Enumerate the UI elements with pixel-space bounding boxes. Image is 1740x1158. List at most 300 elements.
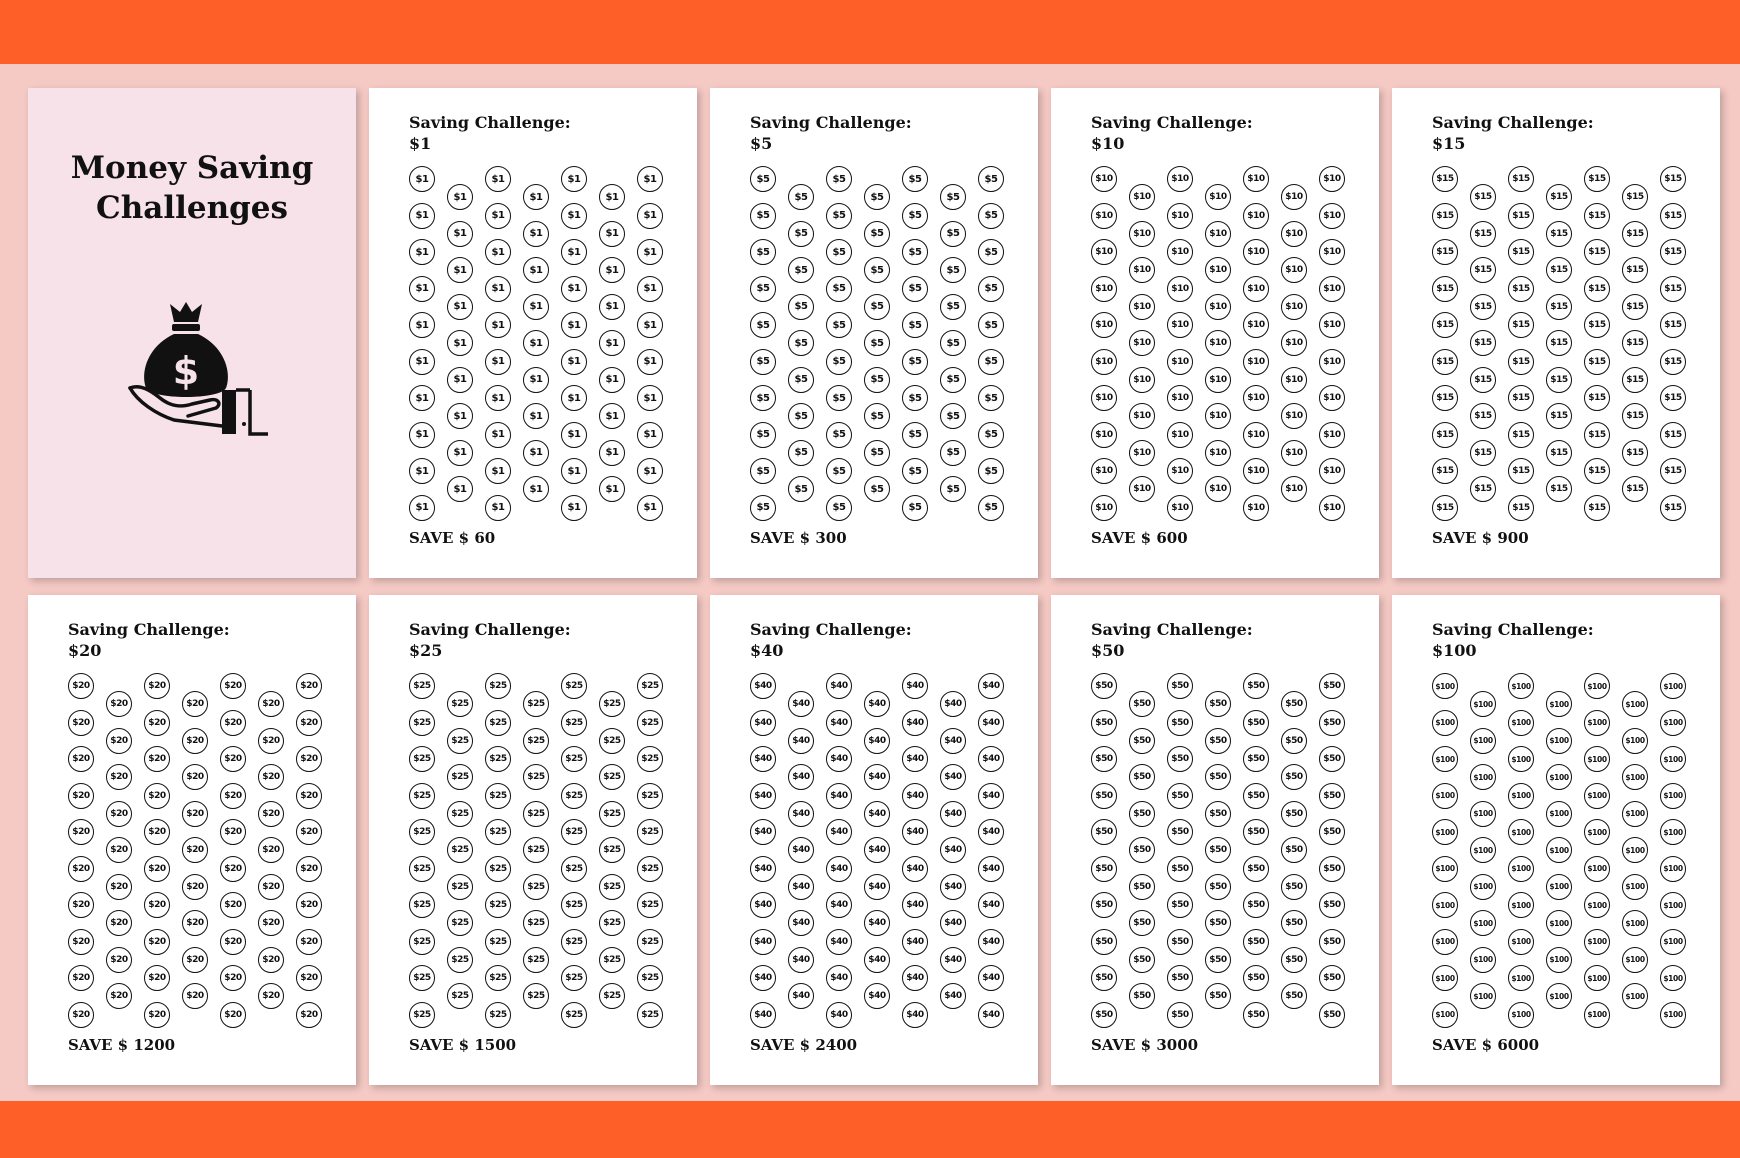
coin-circle: $20 xyxy=(296,673,322,699)
coin-circle: $25 xyxy=(599,801,625,827)
coin-circle: $25 xyxy=(447,947,473,973)
coin-circle: $20 xyxy=(258,874,284,900)
coin-circle: $50 xyxy=(1319,783,1345,809)
coin-circle: $50 xyxy=(1091,856,1117,882)
coin-circle: $40 xyxy=(826,710,852,736)
challenge-heading xyxy=(409,112,571,154)
coin-circle: $5 xyxy=(864,221,890,247)
coin-circle: $15 xyxy=(1546,221,1572,247)
coin-circle: $15 xyxy=(1546,440,1572,466)
coin-circle: $50 xyxy=(1091,929,1117,955)
coin-circle: $10 xyxy=(1205,440,1231,466)
coin-circle: $20 xyxy=(220,673,246,699)
coin-circle: $20 xyxy=(296,746,322,772)
coin-circle: $5 xyxy=(826,385,852,411)
coin-circle: $50 xyxy=(1167,965,1193,991)
coin-circle: $100 xyxy=(1622,691,1648,717)
coin-circle: $20 xyxy=(182,910,208,936)
challenge-amount: $20 xyxy=(68,641,102,660)
coin-circle: $100 xyxy=(1584,892,1610,918)
coin-circle: $40 xyxy=(826,965,852,991)
coin-circle: $5 xyxy=(750,349,776,375)
coin-circle: $15 xyxy=(1622,184,1648,210)
coin-circle: $40 xyxy=(940,728,966,754)
coin-circle: $40 xyxy=(788,728,814,754)
coin-circle: $5 xyxy=(978,385,1004,411)
coin-circle: $20 xyxy=(68,892,94,918)
challenge-card xyxy=(369,88,697,578)
coin-circle: $5 xyxy=(978,203,1004,229)
coin-circle: $100 xyxy=(1660,1002,1686,1028)
coin-circle: $100 xyxy=(1660,929,1686,955)
coin-circle: $20 xyxy=(106,874,132,900)
coin-circle: $5 xyxy=(826,203,852,229)
coin-circle: $50 xyxy=(1091,965,1117,991)
challenge-amount: $15 xyxy=(1432,134,1466,153)
coin-circle: $100 xyxy=(1470,691,1496,717)
coin-circle: $100 xyxy=(1508,746,1534,772)
coin-circle: $5 xyxy=(788,440,814,466)
coin-circle: $25 xyxy=(561,892,587,918)
coin-circle: $15 xyxy=(1660,422,1686,448)
coin-circle: $15 xyxy=(1432,239,1458,265)
coin-circle: $1 xyxy=(561,385,587,411)
coin-circle: $25 xyxy=(447,910,473,936)
coin-circle: $50 xyxy=(1167,892,1193,918)
coin-circle: $5 xyxy=(940,294,966,320)
coin-circle: $10 xyxy=(1129,330,1155,356)
coin-circle: $15 xyxy=(1508,203,1534,229)
coin-circle: $20 xyxy=(106,910,132,936)
coin-circle: $100 xyxy=(1470,983,1496,1009)
coin-circle: $1 xyxy=(523,440,549,466)
coin-circle: $25 xyxy=(523,983,549,1009)
coin-circle: $15 xyxy=(1584,203,1610,229)
coin-circle: $25 xyxy=(599,691,625,717)
coin-circle: $5 xyxy=(750,239,776,265)
coin-circle: $15 xyxy=(1660,312,1686,338)
coin-circle: $40 xyxy=(750,929,776,955)
coin-circle: $100 xyxy=(1584,929,1610,955)
coin-grid xyxy=(1091,166,1345,513)
coin-circle: $50 xyxy=(1243,710,1269,736)
coin-circle: $5 xyxy=(864,476,890,502)
coin-circle: $100 xyxy=(1546,837,1572,863)
challenge-heading xyxy=(750,112,912,154)
coin-circle: $10 xyxy=(1319,349,1345,375)
coin-circle: $20 xyxy=(106,691,132,717)
coin-circle: $5 xyxy=(902,239,928,265)
coin-circle: $100 xyxy=(1660,710,1686,736)
coin-circle: $50 xyxy=(1243,929,1269,955)
coin-circle: $25 xyxy=(561,673,587,699)
coin-circle: $20 xyxy=(144,783,170,809)
coin-circle: $5 xyxy=(788,221,814,247)
coin-circle: $25 xyxy=(523,691,549,717)
coin-circle: $10 xyxy=(1205,184,1231,210)
coin-circle: $15 xyxy=(1546,367,1572,393)
coin-circle: $100 xyxy=(1508,673,1534,699)
coin-circle: $1 xyxy=(599,440,625,466)
coin-circle: $1 xyxy=(447,403,473,429)
coin-circle: $25 xyxy=(485,819,511,845)
coin-circle: $10 xyxy=(1319,458,1345,484)
coin-circle: $5 xyxy=(864,257,890,283)
coin-circle: $25 xyxy=(637,965,663,991)
coin-circle: $50 xyxy=(1129,947,1155,973)
coin-circle: $15 xyxy=(1660,203,1686,229)
coin-circle: $100 xyxy=(1470,728,1496,754)
coin-circle: $1 xyxy=(447,440,473,466)
challenge-label: Saving Challenge: xyxy=(1091,620,1253,639)
challenge-total: SAVE $ 3000 xyxy=(1091,1036,1199,1054)
coin-circle: $20 xyxy=(296,1002,322,1028)
challenge-heading xyxy=(1091,112,1253,154)
coin-circle: $1 xyxy=(485,166,511,192)
coin-circle: $25 xyxy=(637,673,663,699)
coin-circle: $5 xyxy=(940,440,966,466)
coin-circle: $50 xyxy=(1167,1002,1193,1028)
coin-circle: $50 xyxy=(1129,874,1155,900)
coin-circle: $20 xyxy=(144,1002,170,1028)
coin-circle: $5 xyxy=(940,257,966,283)
coin-circle: $40 xyxy=(902,710,928,736)
coin-circle: $40 xyxy=(902,783,928,809)
challenge-card xyxy=(1051,595,1379,1085)
coin-circle: $20 xyxy=(220,746,246,772)
coin-circle: $10 xyxy=(1243,458,1269,484)
coin-circle: $10 xyxy=(1319,203,1345,229)
challenge-total: SAVE $ 2400 xyxy=(750,1036,858,1054)
coin-circle: $100 xyxy=(1584,710,1610,736)
coin-circle: $40 xyxy=(750,673,776,699)
coin-circle: $40 xyxy=(750,856,776,882)
coin-circle: $40 xyxy=(902,929,928,955)
coin-circle: $25 xyxy=(485,783,511,809)
coin-circle: $40 xyxy=(940,764,966,790)
coin-circle: $25 xyxy=(637,710,663,736)
coin-circle: $20 xyxy=(106,728,132,754)
coin-circle: $5 xyxy=(940,403,966,429)
coin-circle: $1 xyxy=(409,422,435,448)
coin-circle: $10 xyxy=(1319,312,1345,338)
coin-circle: $25 xyxy=(637,892,663,918)
coin-circle: $10 xyxy=(1205,257,1231,283)
coin-circle: $100 xyxy=(1508,710,1534,736)
coin-circle: $100 xyxy=(1508,929,1534,955)
coin-circle: $100 xyxy=(1508,856,1534,882)
coin-circle: $20 xyxy=(220,1002,246,1028)
coin-circle: $15 xyxy=(1508,349,1534,375)
coin-circle: $100 xyxy=(1584,819,1610,845)
coin-circle: $10 xyxy=(1281,294,1307,320)
coin-circle: $10 xyxy=(1243,349,1269,375)
coin-circle: $40 xyxy=(902,965,928,991)
coin-circle: $25 xyxy=(409,819,435,845)
coin-circle: $20 xyxy=(144,892,170,918)
coin-circle: $20 xyxy=(258,801,284,827)
challenge-card xyxy=(1392,88,1720,578)
coin-circle: $5 xyxy=(940,367,966,393)
coin-circle: $20 xyxy=(144,710,170,736)
coin-circle: $10 xyxy=(1091,385,1117,411)
coin-circle: $1 xyxy=(637,458,663,484)
coin-circle: $10 xyxy=(1319,385,1345,411)
coin-circle: $5 xyxy=(902,422,928,448)
coin-circle: $1 xyxy=(409,458,435,484)
coin-circle: $15 xyxy=(1432,349,1458,375)
coin-circle: $10 xyxy=(1319,276,1345,302)
coin-circle: $1 xyxy=(561,495,587,521)
coin-circle: $1 xyxy=(409,166,435,192)
coin-circle: $100 xyxy=(1584,965,1610,991)
coin-circle: $1 xyxy=(637,385,663,411)
coin-circle: $5 xyxy=(978,495,1004,521)
coin-circle: $50 xyxy=(1243,1002,1269,1028)
coin-circle: $1 xyxy=(485,422,511,448)
coin-circle: $10 xyxy=(1319,422,1345,448)
coin-circle: $40 xyxy=(978,673,1004,699)
coin-circle: $50 xyxy=(1243,965,1269,991)
coin-circle: $15 xyxy=(1660,385,1686,411)
coin-circle: $5 xyxy=(978,458,1004,484)
coin-circle: $10 xyxy=(1167,312,1193,338)
coin-circle: $40 xyxy=(940,947,966,973)
coin-circle: $5 xyxy=(788,330,814,356)
coin-circle: $50 xyxy=(1205,728,1231,754)
coin-circle: $25 xyxy=(523,947,549,973)
coin-circle: $1 xyxy=(599,403,625,429)
coin-circle: $1 xyxy=(599,330,625,356)
challenge-heading xyxy=(68,619,230,661)
coin-circle: $10 xyxy=(1167,276,1193,302)
coin-circle: $10 xyxy=(1167,422,1193,448)
coin-grid xyxy=(1432,166,1686,513)
coin-circle: $1 xyxy=(485,495,511,521)
coin-circle: $15 xyxy=(1622,403,1648,429)
coin-circle: $1 xyxy=(637,203,663,229)
coin-circle: $10 xyxy=(1205,403,1231,429)
coin-circle: $10 xyxy=(1167,203,1193,229)
coin-circle: $1 xyxy=(599,294,625,320)
coin-circle: $50 xyxy=(1319,819,1345,845)
coin-circle: $15 xyxy=(1584,239,1610,265)
coin-circle: $40 xyxy=(902,673,928,699)
coin-circle: $10 xyxy=(1319,166,1345,192)
coin-circle: $50 xyxy=(1167,783,1193,809)
coin-circle: $15 xyxy=(1622,257,1648,283)
coin-circle: $100 xyxy=(1508,819,1534,845)
coin-circle: $100 xyxy=(1584,673,1610,699)
coin-circle: $15 xyxy=(1432,495,1458,521)
coin-circle: $25 xyxy=(599,764,625,790)
coin-circle: $1 xyxy=(637,422,663,448)
coin-circle: $15 xyxy=(1546,184,1572,210)
coin-circle: $15 xyxy=(1508,312,1534,338)
coin-circle: $10 xyxy=(1129,221,1155,247)
coin-circle: $40 xyxy=(864,728,890,754)
coin-circle: $40 xyxy=(788,874,814,900)
coin-circle: $15 xyxy=(1584,349,1610,375)
coin-circle: $15 xyxy=(1622,294,1648,320)
coin-circle: $15 xyxy=(1546,257,1572,283)
coin-circle: $40 xyxy=(826,892,852,918)
coin-circle: $15 xyxy=(1660,276,1686,302)
coin-circle: $1 xyxy=(447,294,473,320)
coin-circle: $15 xyxy=(1546,476,1572,502)
coin-circle: $10 xyxy=(1243,312,1269,338)
coin-circle: $10 xyxy=(1281,440,1307,466)
coin-circle: $10 xyxy=(1281,257,1307,283)
coin-circle: $50 xyxy=(1091,892,1117,918)
coin-circle: $5 xyxy=(902,458,928,484)
challenge-card xyxy=(28,595,356,1085)
coin-circle: $5 xyxy=(750,312,776,338)
coin-circle: $50 xyxy=(1319,965,1345,991)
coin-circle: $100 xyxy=(1584,783,1610,809)
coin-circle: $50 xyxy=(1129,983,1155,1009)
coin-circle: $50 xyxy=(1205,874,1231,900)
coin-circle: $5 xyxy=(864,330,890,356)
coin-circle: $1 xyxy=(485,203,511,229)
coin-circle: $100 xyxy=(1432,746,1458,772)
coin-circle: $40 xyxy=(902,746,928,772)
coin-circle: $25 xyxy=(409,929,435,955)
coin-circle: $1 xyxy=(409,239,435,265)
coin-circle: $10 xyxy=(1281,184,1307,210)
coin-circle: $15 xyxy=(1622,476,1648,502)
coin-circle: $40 xyxy=(902,856,928,882)
coin-circle: $40 xyxy=(940,910,966,936)
coin-circle: $10 xyxy=(1243,495,1269,521)
coin-circle: $5 xyxy=(902,166,928,192)
coin-circle: $5 xyxy=(826,422,852,448)
challenge-amount: $10 xyxy=(1091,134,1125,153)
coin-circle: $100 xyxy=(1546,947,1572,973)
coin-grid xyxy=(1432,673,1686,1019)
coin-circle: $50 xyxy=(1319,710,1345,736)
coin-circle: $20 xyxy=(296,965,322,991)
coin-circle: $25 xyxy=(447,837,473,863)
coin-circle: $100 xyxy=(1546,874,1572,900)
coin-circle: $20 xyxy=(220,819,246,845)
coin-circle: $1 xyxy=(409,385,435,411)
coin-circle: $5 xyxy=(978,239,1004,265)
challenge-label: Saving Challenge: xyxy=(1432,113,1594,132)
coin-circle: $25 xyxy=(561,819,587,845)
coin-circle: $15 xyxy=(1584,166,1610,192)
coin-circle: $5 xyxy=(978,422,1004,448)
coin-circle: $20 xyxy=(182,801,208,827)
coin-circle: $50 xyxy=(1281,801,1307,827)
coin-circle: $20 xyxy=(220,929,246,955)
challenge-total: SAVE $ 600 xyxy=(1091,529,1188,547)
coin-circle: $10 xyxy=(1167,495,1193,521)
coin-circle: $100 xyxy=(1508,965,1534,991)
coin-circle: $10 xyxy=(1243,203,1269,229)
challenge-card xyxy=(1392,595,1720,1085)
coin-circle: $25 xyxy=(447,728,473,754)
coin-circle: $1 xyxy=(523,403,549,429)
coin-circle: $40 xyxy=(978,783,1004,809)
coin-circle: $25 xyxy=(523,910,549,936)
coin-circle: $50 xyxy=(1205,983,1231,1009)
coin-circle: $20 xyxy=(296,892,322,918)
money-bag-in-hand-icon xyxy=(126,298,268,448)
coin-circle: $10 xyxy=(1281,367,1307,393)
coin-circle: $10 xyxy=(1129,367,1155,393)
coin-circle: $50 xyxy=(1129,728,1155,754)
coin-circle: $100 xyxy=(1622,728,1648,754)
coin-circle: $40 xyxy=(978,1002,1004,1028)
coin-circle: $15 xyxy=(1546,403,1572,429)
coin-circle: $25 xyxy=(599,947,625,973)
coin-circle: $100 xyxy=(1660,965,1686,991)
coin-circle: $50 xyxy=(1129,801,1155,827)
coin-circle: $100 xyxy=(1660,856,1686,882)
coin-circle: $15 xyxy=(1432,422,1458,448)
coin-circle: $15 xyxy=(1622,440,1648,466)
coin-circle: $20 xyxy=(258,910,284,936)
coin-circle: $25 xyxy=(561,856,587,882)
coin-circle: $5 xyxy=(750,495,776,521)
coin-circle: $20 xyxy=(144,929,170,955)
coin-circle: $10 xyxy=(1319,239,1345,265)
challenge-card xyxy=(369,595,697,1085)
challenge-total: SAVE $ 1500 xyxy=(409,1036,517,1054)
coin-circle: $25 xyxy=(447,983,473,1009)
coin-circle: $40 xyxy=(978,965,1004,991)
coin-circle: $5 xyxy=(940,221,966,247)
coin-circle: $10 xyxy=(1091,422,1117,448)
cover-panel xyxy=(28,88,356,578)
coin-circle: $50 xyxy=(1319,746,1345,772)
coin-circle: $50 xyxy=(1281,910,1307,936)
coin-grid xyxy=(750,166,1004,513)
bottom-accent-band xyxy=(0,1101,1740,1158)
coin-circle: $40 xyxy=(940,837,966,863)
coin-circle: $40 xyxy=(826,746,852,772)
coin-circle: $20 xyxy=(68,746,94,772)
coin-circle: $40 xyxy=(864,764,890,790)
coin-circle: $1 xyxy=(561,166,587,192)
coin-circle: $25 xyxy=(599,728,625,754)
coin-circle: $20 xyxy=(258,947,284,973)
svg-text:$: $ xyxy=(172,349,200,393)
coin-circle: $15 xyxy=(1546,330,1572,356)
coin-circle: $25 xyxy=(637,856,663,882)
coin-circle: $5 xyxy=(788,184,814,210)
coin-circle: $50 xyxy=(1167,819,1193,845)
challenge-total: SAVE $ 6000 xyxy=(1432,1036,1540,1054)
coin-circle: $5 xyxy=(788,476,814,502)
coin-circle: $15 xyxy=(1508,385,1534,411)
coin-circle: $1 xyxy=(523,367,549,393)
coin-circle: $25 xyxy=(447,801,473,827)
coin-circle: $25 xyxy=(523,837,549,863)
coin-circle: $1 xyxy=(485,239,511,265)
challenge-heading xyxy=(1091,619,1253,661)
coin-circle: $100 xyxy=(1432,673,1458,699)
coin-circle: $20 xyxy=(68,819,94,845)
coin-circle: $10 xyxy=(1129,476,1155,502)
coin-circle: $1 xyxy=(447,257,473,283)
coin-circle: $10 xyxy=(1243,166,1269,192)
coin-circle: $50 xyxy=(1129,910,1155,936)
coin-circle: $15 xyxy=(1470,403,1496,429)
coin-circle: $20 xyxy=(68,1002,94,1028)
coin-circle: $15 xyxy=(1508,276,1534,302)
